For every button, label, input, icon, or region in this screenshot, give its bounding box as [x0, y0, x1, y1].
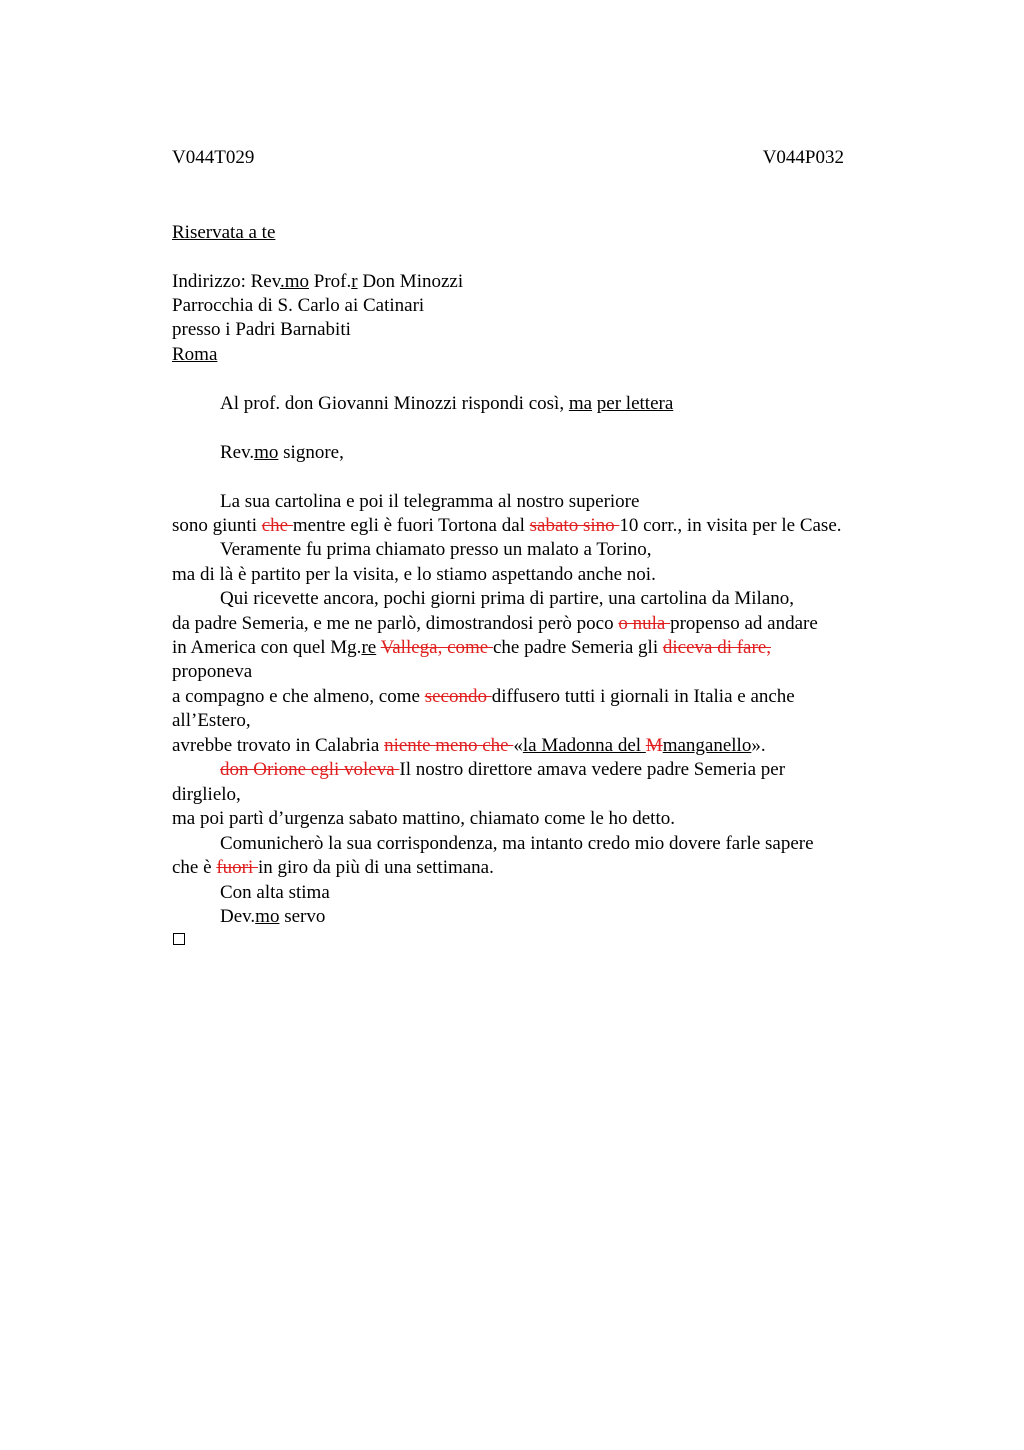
deleted-text: che — [261, 515, 293, 536]
body-text: diffusero tutti i giornali in Italia e anche — [491, 686, 795, 707]
body-line-16 — [172, 856, 494, 880]
instruction-underlined: ma — [568, 393, 593, 414]
body-line-1: La sua cartolina e poi il telegramma al nostro superiore — [220, 491, 640, 512]
address-abbrev: r — [351, 271, 358, 292]
body-text: « — [513, 735, 523, 756]
body-line-5: Qui ricevette ancora, pochi giorni prima di partire, una cartolina da Milano, — [220, 588, 795, 609]
instruction-text: Al prof. don Giovanni Minozzi rispondi così, — [220, 393, 569, 414]
deleted-text: secondo — [424, 686, 492, 707]
body-text: 10 corr., in visita per le Case. — [619, 515, 842, 536]
deleted-text: o nula — [618, 613, 671, 634]
address-line-3: presso i Padri Barnabiti — [172, 319, 351, 340]
underlined-text: manganello — [662, 735, 752, 756]
body-text: che padre Semeria gli — [493, 637, 663, 658]
salutation-line — [220, 441, 344, 465]
address-line-2: Parrocchia di S. Carlo ai Catinari — [172, 295, 425, 316]
body-text: in America con quel Mg. — [172, 637, 362, 658]
body-line-7 — [172, 636, 771, 660]
address-text: Prof. — [309, 271, 352, 292]
body-text: mentre egli è fuori Tortona dal — [292, 515, 530, 536]
address-line-1 — [172, 270, 463, 294]
body-line-12 — [220, 758, 785, 782]
underlined-text: la Madonna del — [522, 735, 646, 756]
deleted-text: fuori — [216, 857, 258, 878]
body-line-4: ma di là è partito per la visita, e lo stiamo aspettando anche noi. — [172, 564, 656, 585]
body-line-9 — [172, 685, 795, 709]
body-text: propenso ad andare — [670, 613, 818, 634]
body-line-13: dirglielo, — [172, 784, 241, 805]
reserved-note: Riservata a te — [172, 222, 276, 243]
signature-abbrev: mo — [255, 906, 280, 927]
body-line-6 — [172, 612, 818, 636]
salutation-abbrev: mo — [254, 442, 279, 463]
body-text: a compagno e che almeno, come — [172, 686, 425, 707]
address-text: Indirizzo: Rev — [172, 271, 280, 292]
body-line-11 — [172, 734, 766, 758]
body-text: Il nostro direttore amava vedere padre Semeria per — [399, 759, 786, 780]
body-abbrev: re — [361, 637, 377, 658]
address-abbrev: .mo — [279, 271, 310, 292]
deleted-text: diceva di fare, — [662, 637, 772, 658]
deleted-text: Vallega, come — [380, 637, 493, 658]
checkbox-square-icon — [173, 933, 185, 945]
body-text: sono giunti — [172, 515, 262, 536]
header-left-code: V044T029 — [172, 147, 255, 168]
body-text: avrebbe trovato in Calabria — [172, 735, 385, 756]
salutation-text: Rev. — [220, 442, 255, 463]
body-line-14: ma poi partì d’urgenza sabato mattino, chiamato come le ho detto. — [172, 808, 675, 829]
body-text: da padre Semeria, e me ne parlò, dimostrandosi però poco — [172, 613, 619, 634]
body-line-2 — [172, 514, 842, 538]
address-line-4: Roma — [172, 344, 218, 365]
header-right-code: V044P032 — [762, 147, 844, 168]
body-text: ». — [751, 735, 766, 756]
body-line-8: proponeva — [172, 661, 253, 682]
salutation-text: signore, — [278, 442, 344, 463]
deleted-text: niente meno che — [384, 735, 514, 756]
instruction-underlined: per lettera — [596, 393, 674, 414]
instruction-line — [220, 392, 673, 416]
signature-text: Dev. — [220, 906, 256, 927]
body-line-3: Veramente fu prima chiamato presso un malato a Torino, — [220, 539, 652, 560]
body-line-10: all’Estero, — [172, 710, 251, 731]
signature-line — [220, 905, 325, 929]
body-text: in giro da più di una settimana. — [258, 857, 494, 878]
body-text: che è — [172, 857, 217, 878]
body-line-15: Comunicherò la sua corrispondenza, ma intanto credo mio dovere farle sapere — [220, 833, 814, 854]
signature-text: servo — [279, 906, 326, 927]
address-text: Don Minozzi — [357, 271, 464, 292]
deleted-text: sabato sino — [529, 515, 620, 536]
deleted-text: M — [645, 735, 663, 756]
deleted-text: don Orione egli voleva — [220, 759, 400, 780]
closing-line: Con alta stima — [220, 882, 330, 903]
